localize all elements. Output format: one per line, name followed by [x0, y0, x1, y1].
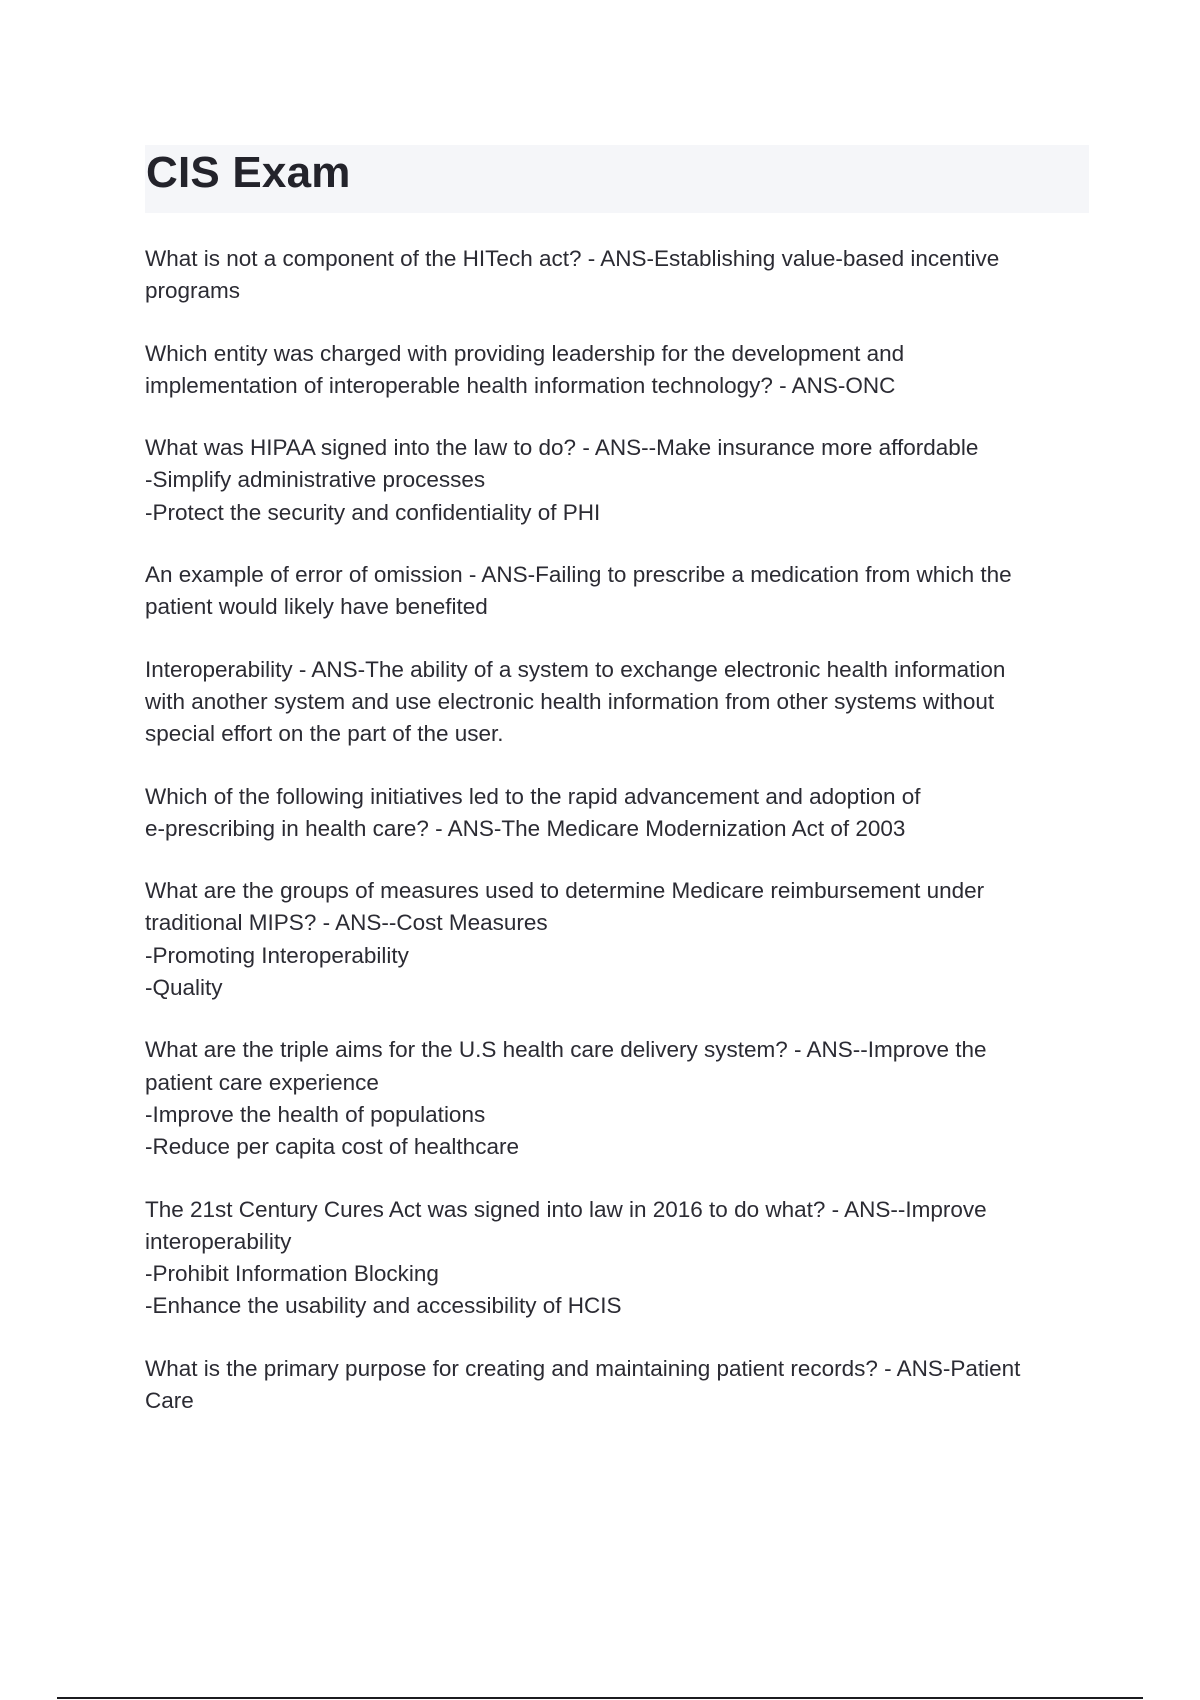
qa-line: patient would likely have benefited: [145, 594, 488, 620]
qa-line: What are the triple aims for the U.S health care delivery system? - ANS--Improve the: [145, 1037, 987, 1063]
qa-line: -Promoting Interoperability: [145, 942, 409, 968]
qa-line: Interoperability - ANS-The ability of a system to exchange electronic health information: [145, 656, 1006, 682]
qa-line: -Quality: [145, 975, 223, 1001]
qa-line: What was HIPAA signed into the law to do? - ANS--Make insurance more affordable: [145, 435, 979, 461]
qa-item: [145, 654, 1095, 751]
qa-line: Which entity was charged with providing leadership for the development and: [145, 340, 905, 366]
qa-item: [145, 559, 1095, 624]
page-title: CIS Exam: [146, 148, 351, 197]
qa-item: [145, 875, 1095, 1004]
qa-line: An example of error of omission - ANS-Failing to prescribe a medication from which the: [145, 562, 1012, 588]
qa-line: interoperability: [145, 1228, 292, 1254]
qa-item: [145, 338, 1095, 403]
qa-line: with another system and use electronic health information from other systems without: [145, 688, 995, 714]
qa-line: -Protect the security and confidentiality of PHI: [145, 499, 601, 525]
qa-line: The 21st Century Cures Act was signed into law in 2016 to do what? - ANS--Improve: [145, 1196, 987, 1222]
qa-line: patient care experience: [145, 1069, 379, 1095]
qa-list: [145, 243, 1095, 1447]
qa-line: e-prescribing in health care? - ANS-The Medicare Modernization Act of 2003: [145, 815, 906, 841]
qa-line: -Improve the health of populations: [145, 1101, 486, 1127]
qa-line: What is the primary purpose for creating and maintaining patient records? - ANS-Patient: [145, 1355, 1021, 1381]
qa-line: programs: [145, 278, 241, 304]
qa-item: [145, 1194, 1095, 1323]
qa-line: Which of the following initiatives led to the rapid advancement and adoption of: [145, 783, 921, 809]
qa-line: What are the groups of measures used to determine Medicare reimbursement under: [145, 878, 985, 904]
qa-line: special effort on the part of the user.: [145, 721, 504, 747]
qa-item: [145, 243, 1095, 308]
qa-line: implementation of interoperable health information technology? - ANS-ONC: [145, 372, 896, 398]
qa-item: [145, 1034, 1095, 1163]
qa-line: -Simplify administrative processes: [145, 467, 486, 493]
qa-line: -Enhance the usability and accessibility of HCIS: [145, 1293, 622, 1319]
qa-line: traditional MIPS? - ANS--Cost Measures: [145, 910, 548, 936]
footer-rule: [57, 1697, 1143, 1699]
qa-line: Care: [145, 1388, 194, 1414]
qa-line: -Prohibit Information Blocking: [145, 1261, 439, 1287]
qa-item: [145, 432, 1095, 529]
qa-item: [145, 1353, 1095, 1418]
qa-line: -Reduce per capita cost of healthcare: [145, 1134, 519, 1160]
qa-item: [145, 781, 1095, 846]
qa-line: What is not a component of the HITech act? - ANS-Establishing value-based incentive: [145, 246, 1000, 271]
